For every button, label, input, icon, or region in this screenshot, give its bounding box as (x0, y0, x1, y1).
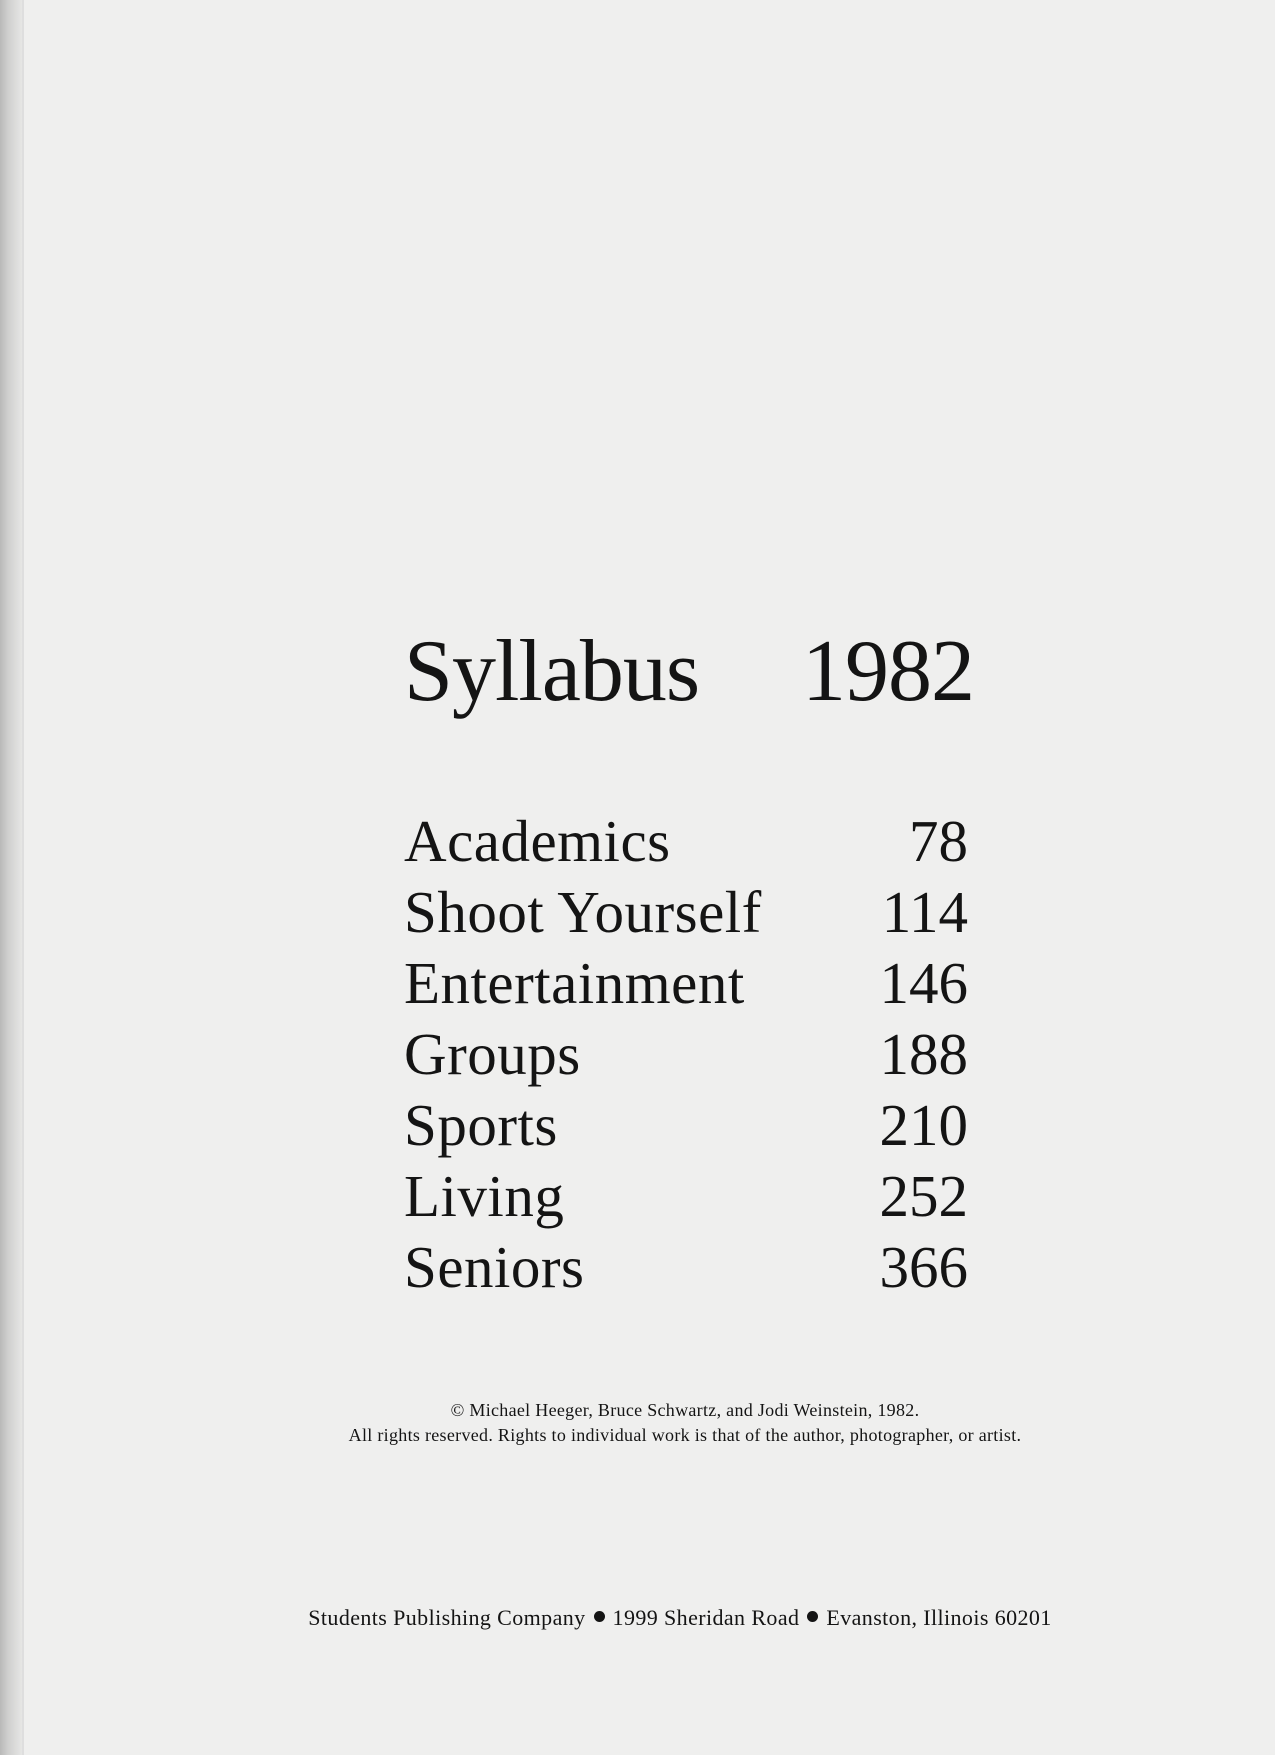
toc-label: Living (404, 1163, 565, 1229)
toc-entry-seniors (404, 1232, 968, 1303)
toc-entry-sports (404, 1090, 968, 1161)
copyright-line: © Michael Heeger, Bruce Schwartz, and Jodi Weinstein, 1982. (450, 1400, 920, 1420)
toc-page-number: 146 (879, 950, 968, 1016)
toc-entry-groups (404, 1019, 968, 1090)
toc-entry-living (404, 1161, 968, 1232)
toc-label: Entertainment (404, 950, 745, 1016)
title-year: 1982 (802, 623, 974, 720)
page-title (404, 623, 974, 720)
toc-label: Academics (404, 808, 671, 874)
toc-page-number: 188 (879, 1021, 968, 1087)
toc-page-number: 78 (909, 808, 968, 874)
publisher-footer (230, 1605, 1130, 1631)
bullet-separator (807, 1611, 818, 1622)
publisher-city: Evanston, Illinois 60201 (826, 1605, 1052, 1630)
toc-page-number: 114 (881, 879, 968, 945)
toc-entry-academics (404, 806, 968, 877)
toc-label: Seniors (404, 1234, 585, 1300)
toc-label: Shoot Yourself (404, 879, 762, 945)
toc-entry-entertainment (404, 948, 968, 1019)
table-of-contents (404, 806, 968, 1303)
toc-page-number: 210 (879, 1092, 968, 1158)
page-binding-edge (0, 0, 22, 1755)
copyright-notice (230, 1398, 1140, 1448)
publisher-name: Students Publishing Company (308, 1605, 586, 1630)
publisher-address: 1999 Sheridan Road (612, 1605, 800, 1630)
bullet-separator (594, 1611, 605, 1622)
rights-line: All rights reserved. Rights to individual work is that of the author, photographer, or artist. (348, 1425, 1022, 1445)
toc-page-number: 366 (879, 1234, 968, 1300)
title-word: Syllabus (404, 623, 700, 720)
toc-label: Sports (404, 1092, 558, 1158)
toc-label: Groups (404, 1021, 581, 1087)
toc-entry-shoot-yourself (404, 877, 968, 948)
toc-page-number: 252 (879, 1163, 968, 1229)
page-binding-line (22, 0, 24, 1755)
